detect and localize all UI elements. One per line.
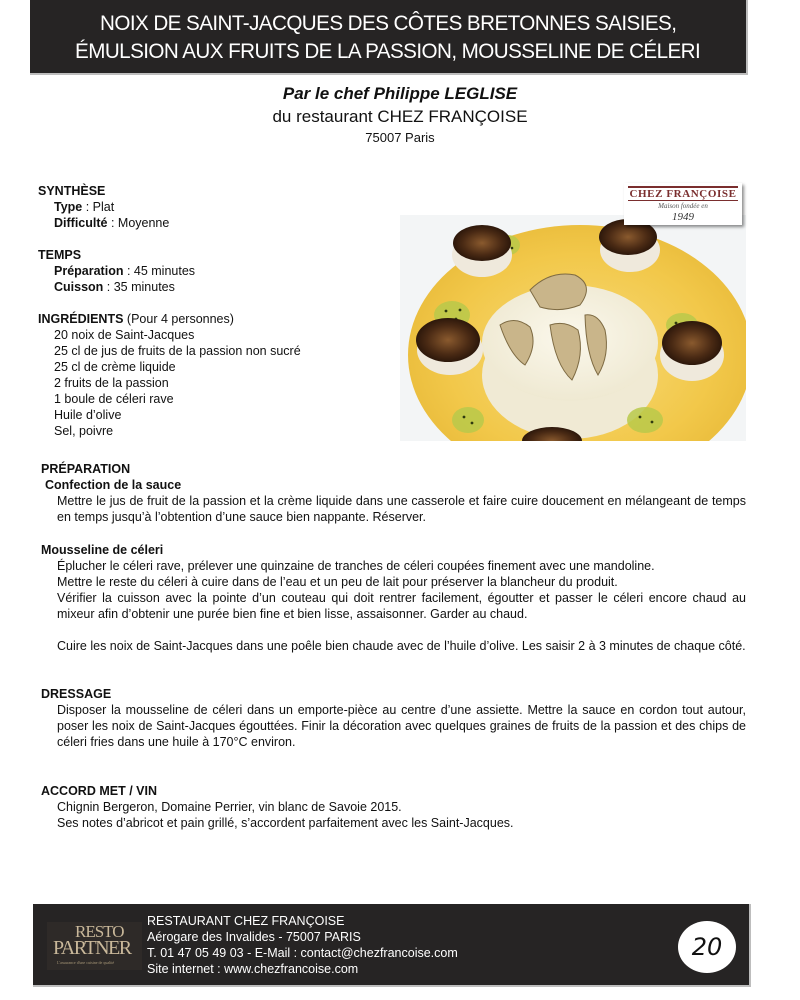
- resto-partner-logo-tagline: L'assurance d'une cuisine de qualité: [57, 960, 115, 965]
- chez-francoise-logo: [624, 183, 742, 225]
- cook-time-value: : 35 minutes: [103, 280, 175, 294]
- wine-name: Chignin Bergeron, Domaine Perrier, vin blanc de Savoie 2015.: [57, 800, 402, 814]
- type-value: : Plat: [82, 200, 115, 214]
- resto-partner-logo-bottom: PARTNER: [53, 937, 131, 959]
- difficulty-value: : Moyenne: [107, 216, 170, 230]
- mousseline-step-3: Vérifier la cuisson avec la pointe d’un couteau qui doit rentrer facilement, égoutter et passer le céleri encore chaud au mixeur afin d’obtenir une purée bien fine et bien lisse, assaisonner. Garder au chaud.: [57, 591, 746, 621]
- footer-phone-email[interactable]: T. 01 47 05 49 03 - E-Mail : contact@chezfrancoise.com: [147, 946, 458, 960]
- scallop-cooking-section: [41, 638, 746, 654]
- sauce-subheading: Confection de la sauce: [45, 478, 182, 492]
- page-number-badge: 20: [678, 921, 736, 973]
- mousseline-section: [41, 542, 746, 622]
- dressage-instructions: Disposer la mousseline de céleri dans un emporte-pièce au centre d’une assiette. Mettre la sauce en cordon tout autour, poser les noix de Saint-Jacques égouttées. Finir la décoration avec quelques graines de fruits de la passion et des chips de céleri fries dans une huile à 170°C environ.: [57, 703, 746, 749]
- dressage-heading: DRESSAGE: [41, 687, 112, 701]
- ingredient-item: 2 fruits de la passion: [54, 376, 169, 390]
- mousseline-subheading: Mousseline de céleri: [41, 543, 164, 557]
- type-row: [38, 199, 398, 215]
- preparation-section: [41, 461, 746, 525]
- temps-heading: TEMPS: [38, 248, 82, 262]
- preparation-heading: PRÉPARATION: [41, 462, 131, 476]
- ingredients-heading: INGRÉDIENTS: [38, 312, 124, 326]
- logo-name: CHEZ FRANÇOISE: [629, 188, 737, 200]
- dressage-section: [41, 686, 746, 750]
- recipe-summary: [38, 183, 398, 439]
- ingredient-item: 25 cl de crème liquide: [54, 360, 176, 374]
- recipe-title-line-1: NOIX DE SAINT-JACQUES DES CÔTES BRETONNES SAISIES,: [99, 10, 677, 35]
- footer-restaurant-name: RESTAURANT CHEZ FRANÇOISE: [147, 914, 345, 928]
- footer-address: Aérogare des Invalides - 75007 PARIS: [147, 930, 361, 944]
- ingredient-item: 1 boule de céleri rave: [54, 392, 174, 406]
- prep-time-value: : 45 minutes: [123, 264, 196, 278]
- cook-time-label: Cuisson: [54, 280, 104, 294]
- restaurant-city: 75007 Paris: [365, 130, 435, 145]
- difficulty-row: [38, 215, 398, 231]
- footer-bar: [33, 904, 751, 987]
- footer-website[interactable]: Site internet : www.chezfrancoise.com: [147, 962, 359, 976]
- ingredient-item: Huile d’olive: [54, 408, 122, 422]
- footer-contact-block: [147, 913, 458, 977]
- mousseline-step-1: Éplucher le céleri rave, prélever une quinzaine de tranches de céleri coupées finement avec une mandoline.: [57, 559, 655, 573]
- recipe-title-bar: [30, 0, 748, 75]
- mousseline-step-2: Mettre le reste du céleri à cuire dans de l’eau et un peu de lait pour préserver la blancheur du produit.: [57, 575, 618, 589]
- ingredient-item: 25 cl de jus de fruits de la passion non sucré: [54, 344, 301, 358]
- restaurant-name: du restaurant CHEZ FRANÇOISE: [272, 107, 528, 126]
- wine-pairing-heading: ACCORD MET / VIN: [41, 784, 157, 798]
- resto-partner-logo-top: RESTO: [75, 922, 124, 941]
- type-label: Type: [54, 200, 83, 214]
- synthese-heading: SYNTHÈSE: [38, 184, 106, 198]
- logo-tagline: Maison fondée en: [658, 202, 708, 210]
- ingredients-heading-row: [38, 311, 398, 327]
- ingredient-item: Sel, poivre: [54, 424, 114, 438]
- wine-notes: Ses notes d’abricot et pain grillé, s’accordent parfaitement avec les Saint-Jacques.: [57, 816, 514, 830]
- ingredients-servings: (Pour 4 personnes): [123, 312, 234, 326]
- wine-pairing-section: [41, 783, 746, 831]
- chef-name: Par le chef Philippe LEGLISE: [282, 84, 518, 103]
- dish-illustration: [400, 215, 746, 441]
- prep-time-row: [38, 263, 398, 279]
- prep-time-label: Préparation: [54, 264, 124, 278]
- recipe-title-line-2: ÉMULSION AUX FRUITS DE LA PASSION, MOUSSELINE DE CÉLERI: [75, 38, 701, 63]
- cook-time-row: [38, 279, 398, 295]
- resto-partner-logo: [47, 922, 142, 970]
- sauce-instructions: Mettre le jus de fruit de la passion et la crème liquide dans une casserole et faire cuire doucement en mélangeant de temps en temps jusqu’à l’obtention d’une sauce bien nappante. Réserver.: [57, 494, 746, 524]
- ingredient-item: 20 noix de Saint-Jacques: [54, 328, 195, 342]
- difficulty-label: Difficulté: [54, 216, 108, 230]
- scallop-cooking-instructions: Cuire les noix de Saint-Jacques dans une poêle bien chaude avec de l’huile d’olive. Les saisir 2 à 3 minutes de chaque côté.: [57, 639, 746, 653]
- logo-year: 1949: [672, 211, 694, 223]
- dish-photo: [400, 215, 746, 441]
